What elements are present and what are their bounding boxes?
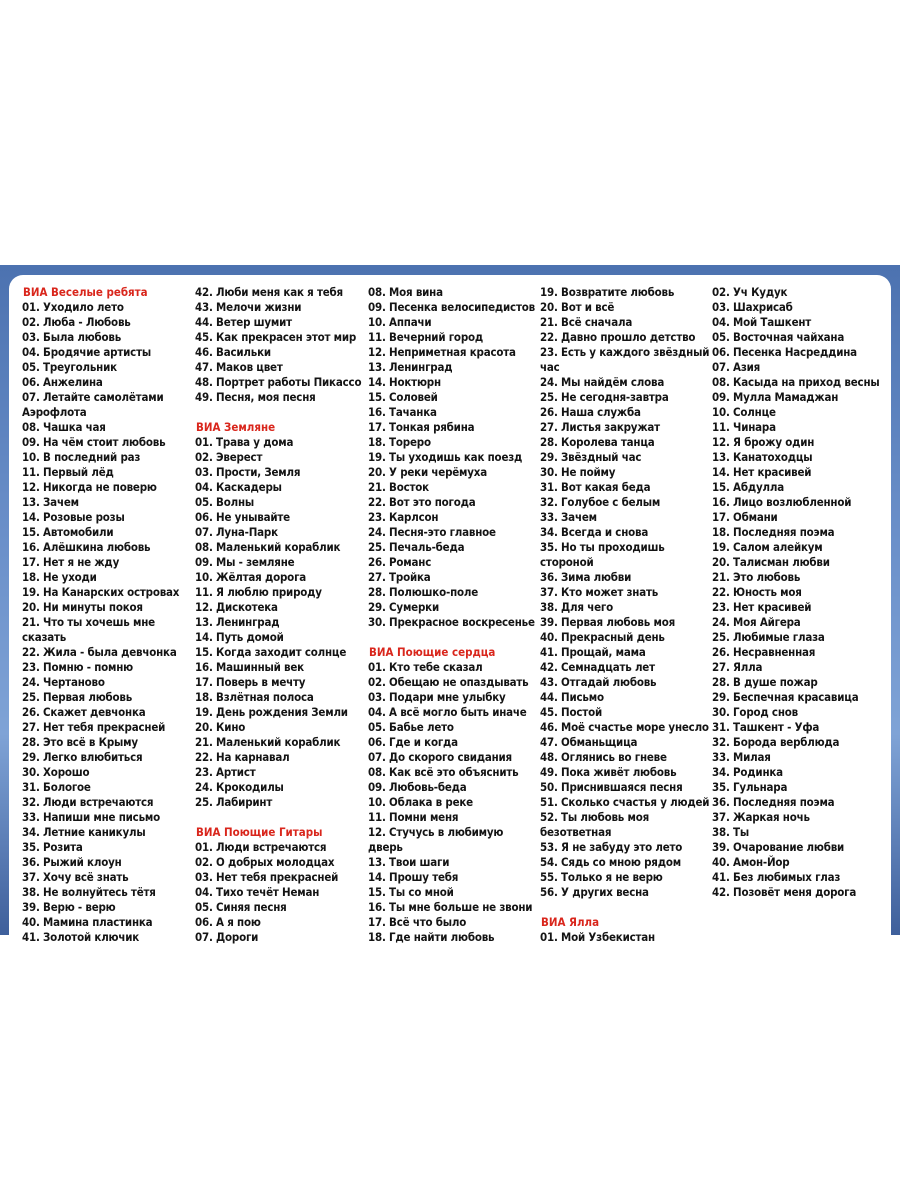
track-title: 20. Ни минуты покоя — [22, 600, 143, 614]
track-title: 29. Звёздный час — [540, 450, 642, 464]
track-title: 03. Прости, Земля — [195, 465, 301, 479]
track-title: 19. День рождения Земли — [195, 705, 348, 719]
track-title: 10. В последний раз — [22, 450, 141, 464]
track-title: 09. Мулла Мамаджан — [712, 390, 839, 404]
track-title: 02. Обещаю не опаздывать — [368, 675, 529, 689]
track-title: 16. Ты мне больше не звони — [368, 900, 533, 914]
track-title: 26. Наша служба — [540, 405, 641, 419]
track-title: 19. На Канарских островах — [22, 585, 180, 599]
track-title: 03. Шахрисаб — [712, 300, 793, 314]
track-title: 16. Машинный век — [195, 660, 304, 674]
track-title: 51. Сколько счастья у людей — [540, 795, 710, 809]
track-title: 14. Прошу тебя — [368, 870, 459, 884]
track-title: 34. Летние каникулы — [22, 825, 146, 839]
track-title: 29. Легко влюбиться — [22, 750, 143, 764]
track-title: 24. Песня-это главное — [368, 525, 496, 539]
track-title: 21. Всё сначала — [540, 315, 633, 329]
tracklist-column-2 — [195, 285, 367, 945]
track-title: 06. Анжелина — [22, 375, 103, 389]
track-title: 19. Салом алейкум — [712, 540, 823, 554]
track-title: 33. Милая — [712, 750, 771, 764]
track-title: 41. Золотой ключик — [22, 930, 140, 944]
track-title: 50. Приснившаяся песня — [540, 780, 683, 794]
track-title: 29. Сумерки — [368, 600, 439, 614]
track-title: 03. Подари мне улыбку — [368, 690, 506, 704]
track-title: 15. Автомобили — [22, 525, 114, 539]
track-title: 24. Мы найдём слова — [540, 375, 665, 389]
track-title: 07. Летайте самолётами — [22, 390, 164, 404]
track-title: 19. Ты уходишь как поезд — [368, 450, 523, 464]
track-title: 04. Каскадеры — [195, 480, 282, 494]
track-title: 37. Жаркая ночь — [712, 810, 810, 824]
track-title: 52. Ты любовь моя — [540, 810, 650, 824]
track-title: 37. Хочу всё знать — [22, 870, 129, 884]
tracklist-column-5 — [712, 285, 884, 900]
track-title: 28. В душе пожар — [712, 675, 818, 689]
tracklist-column-3 — [368, 285, 540, 945]
track-title: 36. Последняя поэма — [712, 795, 835, 809]
track-title: 39. Первая любовь моя — [540, 615, 676, 629]
track-title: 02. Эверест — [195, 450, 263, 464]
track-title: 45. Постой — [540, 705, 602, 719]
track-title: 27. Тройка — [368, 570, 431, 584]
track-title: 24. Моя Айгера — [712, 615, 801, 629]
track-title: 37. Кто может знать — [540, 585, 659, 599]
track-title: 22. Вот это погода — [368, 495, 476, 509]
track-title: 40. Мамина пластинка — [22, 915, 153, 929]
track-title: 32. Голубое с белым — [540, 495, 661, 509]
track-title: 03. Нет тебя прекрасней — [195, 870, 339, 884]
track-title: 10. Аппачи — [368, 315, 432, 329]
track-title: 04. Тихо течёт Неман — [195, 885, 320, 899]
track-title: 17. Обмани — [712, 510, 778, 524]
track-title: 45. Как прекрасен этот мир — [195, 330, 357, 344]
track-title: 01. Кто тебе сказал — [368, 660, 483, 674]
track-title: 33. Напиши мне письмо — [22, 810, 161, 824]
track-title: 06. А я пою — [195, 915, 261, 929]
track-title: 16. Алёшкина любовь — [22, 540, 151, 554]
track-title: 10. Солнце — [712, 405, 776, 419]
track-title: 25. Не сегодня-завтра — [540, 390, 669, 404]
track-title: 26. Скажет девчонка — [22, 705, 146, 719]
track-title: 39. Верю - верю — [22, 900, 116, 914]
track-title: дверь — [368, 840, 403, 854]
track-title: 23. Есть у каждого звёздный — [540, 345, 710, 359]
track-title: 01. Люди встречаются — [195, 840, 327, 854]
spacer — [540, 900, 712, 915]
track-title: час — [540, 360, 560, 374]
track-title: 43. Мелочи жизни — [195, 300, 302, 314]
track-title: 17. Поверь в мечту — [195, 675, 306, 689]
track-title: 34. Родинка — [712, 765, 783, 779]
track-title: 04. Мой Ташкент — [712, 315, 812, 329]
track-title: 13. Ленинград — [195, 615, 280, 629]
track-title: 55. Только я не верю — [540, 870, 663, 884]
track-title: 04. А всё могло быть иначе — [368, 705, 527, 719]
track-title: 18. Взлётная полоса — [195, 690, 314, 704]
track-title: 12. Я брожу один — [712, 435, 815, 449]
track-title: 27. Нет тебя прекрасней — [22, 720, 166, 734]
track-title: 15. Соловей — [368, 390, 438, 404]
track-title: 40. Прекрасный день — [540, 630, 665, 644]
track-title: 13. Ленинград — [368, 360, 453, 374]
track-title: 21. Это любовь — [712, 570, 801, 584]
track-title: 22. На карнавал — [195, 750, 290, 764]
track-title: 17. Тонкая рябина — [368, 420, 475, 434]
track-title: 17. Всё что было — [368, 915, 467, 929]
track-title: 38. Ты — [712, 825, 750, 839]
track-title: 39. Очарование любви — [712, 840, 845, 854]
track-title: 21. Восток — [368, 480, 429, 494]
track-title: 12. Стучусь в любимую — [368, 825, 504, 839]
artist-heading: ВИА Поющие сердца — [369, 645, 496, 659]
track-title: 09. Любовь-беда — [368, 780, 467, 794]
track-title: 23. Нет красивей — [712, 600, 812, 614]
track-title: 28. Это всё в Крыму — [22, 735, 138, 749]
track-title: 48. Портрет работы Пикассо — [195, 375, 362, 389]
track-title: 02. Люба - Любовь — [22, 315, 131, 329]
track-title: 25. Любимые глаза — [712, 630, 825, 644]
track-title: 11. Вечерний город — [368, 330, 484, 344]
track-title: 08. Маленький кораблик — [195, 540, 341, 554]
track-title: 23. Артист — [195, 765, 256, 779]
track-title: 54. Сядь со мною рядом — [540, 855, 681, 869]
track-title: 14. Нет красивей — [712, 465, 812, 479]
track-title: 22. Давно прошло детство — [540, 330, 696, 344]
track-title: 08. Касыда на приход весны — [712, 375, 880, 389]
track-title: 46. Васильки — [195, 345, 271, 359]
track-title: сказать — [22, 630, 67, 644]
artist-heading: ВИА Ялла — [541, 915, 600, 929]
track-title: 13. Канатоходцы — [712, 450, 813, 464]
track-title: 30. Не пойму — [540, 465, 616, 479]
track-title: 23. Карлсон — [368, 510, 439, 524]
track-title: 12. Никогда не поверю — [22, 480, 157, 494]
track-title: 14. Путь домой — [195, 630, 284, 644]
track-title: 09. Песенка велосипедистов — [368, 300, 535, 314]
track-title: 24. Крокодилы — [195, 780, 284, 794]
track-title: 13. Твои шаги — [368, 855, 450, 869]
track-title: 11. Помни меня — [368, 810, 459, 824]
track-title: 16. Тачанка — [368, 405, 437, 419]
track-title: 32. Люди встречаются — [22, 795, 154, 809]
track-title: 36. Рыжий клоун — [22, 855, 122, 869]
track-title: 07. Луна-Парк — [195, 525, 278, 539]
track-title: 44. Ветер шумит — [195, 315, 292, 329]
track-title: 15. Абдулла — [712, 480, 784, 494]
track-title: 06. Где и когда — [368, 735, 458, 749]
track-title: 35. Розита — [22, 840, 83, 854]
track-title: 10. Жёлтая дорога — [195, 570, 307, 584]
tracklist-column-4 — [540, 285, 712, 945]
track-title: 34. Всегда и снова — [540, 525, 649, 539]
track-title: 13. Зачем — [22, 495, 79, 509]
track-title: 25. Первая любовь — [22, 690, 133, 704]
track-title: 05. Волны — [195, 495, 255, 509]
track-title: 33. Зачем — [540, 510, 597, 524]
track-title: 20. Кино — [195, 720, 246, 734]
track-title: 01. Трава у дома — [195, 435, 294, 449]
tracklist-column-1 — [22, 285, 194, 945]
track-title: 04. Бродячие артисты — [22, 345, 151, 359]
track-title: 36. Зима любви — [540, 570, 632, 584]
track-title: 07. До скорого свидания — [368, 750, 512, 764]
track-title: 05. Восточная чайхана — [712, 330, 845, 344]
track-title: 31. Ташкент - Уфа — [712, 720, 820, 734]
track-title: 43. Отгадай любовь — [540, 675, 657, 689]
track-title: 49. Песня, моя песня — [195, 390, 316, 404]
track-title: 15. Ты со мной — [368, 885, 454, 899]
track-title: 42. Позовёт меня дорога — [712, 885, 857, 899]
track-title: 42. Семнадцать лет — [540, 660, 655, 674]
track-title: 38. Не волнуйтесь тётя — [22, 885, 156, 899]
track-title: 22. Юность моя — [712, 585, 802, 599]
track-title: 27. Листья закружат — [540, 420, 660, 434]
track-title: 30. Город снов — [712, 705, 798, 719]
track-title: 32. Борода верблюда — [712, 735, 840, 749]
track-title: 47. Маков цвет — [195, 360, 283, 374]
track-title: 18. Тореро — [368, 435, 431, 449]
track-title: 01. Мой Узбекистан — [540, 930, 655, 944]
track-title: 30. Хорошо — [22, 765, 90, 779]
track-title: 19. Возвратите любовь — [540, 285, 675, 299]
track-title: 20. У реки черёмуха — [368, 465, 488, 479]
track-title: 16. Лицо возлюбленной — [712, 495, 852, 509]
spacer — [195, 405, 367, 420]
track-title: 10. Облака в реке — [368, 795, 473, 809]
track-title: 21. Маленький кораблик — [195, 735, 341, 749]
track-title: 24. Чертаново — [22, 675, 105, 689]
track-title: 03. Была любовь — [22, 330, 122, 344]
track-title: безответная — [540, 825, 612, 839]
track-title: 29. Беспечная красавица — [712, 690, 859, 704]
track-title: 12. Дискотека — [195, 600, 278, 614]
track-title: 05. Синяя песня — [195, 900, 287, 914]
track-title: 14. Розовые розы — [22, 510, 125, 524]
track-title: 53. Я не забуду это лето — [540, 840, 683, 854]
track-title: 35. Но ты проходишь — [540, 540, 665, 554]
track-title: 49. Пока живёт любовь — [540, 765, 677, 779]
artist-heading: ВИА Поющие Гитары — [196, 825, 323, 839]
track-title: 14. Ноктюрн — [368, 375, 441, 389]
track-title: 08. Моя вина — [368, 285, 443, 299]
track-title: 35. Гульнара — [712, 780, 788, 794]
track-title: 23. Помню - помню — [22, 660, 134, 674]
track-title: 06. Песенка Насреддина — [712, 345, 857, 359]
track-title: 05. Бабье лето — [368, 720, 454, 734]
track-title: 18. Последняя поэма — [712, 525, 835, 539]
track-title: 26. Романс — [368, 555, 432, 569]
track-title: 20. Вот и всё — [540, 300, 615, 314]
track-title: 02. Уч Кудук — [712, 285, 788, 299]
track-title: 11. Чинара — [712, 420, 776, 434]
track-title: 28. Полюшко-поле — [368, 585, 479, 599]
track-title: 08. Как всё это объяснить — [368, 765, 519, 779]
track-title: 47. Обманьщица — [540, 735, 638, 749]
track-title: 41. Без любимых глаз — [712, 870, 841, 884]
track-title: 09. Мы - земляне — [195, 555, 295, 569]
track-title: 02. О добрых молодцах — [195, 855, 335, 869]
track-title: 28. Королева танца — [540, 435, 655, 449]
spacer — [368, 630, 540, 645]
track-title: 15. Когда заходит солнце — [195, 645, 347, 659]
track-title: 30. Прекрасное воскресенье — [368, 615, 535, 629]
track-title: 31. Бологое — [22, 780, 91, 794]
track-title: 44. Письмо — [540, 690, 604, 704]
track-title: 06. Не унывайте — [195, 510, 290, 524]
track-title: 46. Моё счастье море унесло — [540, 720, 709, 734]
track-title: 31. Вот какая беда — [540, 480, 651, 494]
track-title: 11. Первый лёд — [22, 465, 114, 479]
track-title: 11. Я люблю природу — [195, 585, 322, 599]
track-title: 22. Жила - была девчонка — [22, 645, 177, 659]
track-title: 48. Оглянись во гневе — [540, 750, 667, 764]
track-title: 26. Несравненная — [712, 645, 816, 659]
track-title: 42. Люби меня как я тебя — [195, 285, 343, 299]
artist-heading: ВИА Земляне — [196, 420, 276, 434]
track-title: 41. Прощай, мама — [540, 645, 646, 659]
track-title: 08. Чашка чая — [22, 420, 106, 434]
track-title: 05. Треугольник — [22, 360, 117, 374]
track-title: 56. У других весна — [540, 885, 649, 899]
track-title: 07. Азия — [712, 360, 761, 374]
track-title: 21. Что ты хочешь мне — [22, 615, 155, 629]
track-title: 40. Амон-Йор — [712, 855, 790, 869]
tracklist-panel — [9, 275, 891, 944]
track-title: 09. На чём стоит любовь — [22, 435, 166, 449]
track-title: Аэрофлота — [22, 405, 87, 419]
track-title: стороной — [540, 555, 594, 569]
track-title: 38. Для чего — [540, 600, 613, 614]
track-title: 20. Талисман любви — [712, 555, 830, 569]
spacer — [195, 810, 367, 825]
track-title: 12. Неприметная красота — [368, 345, 516, 359]
track-title: 17. Нет я не жду — [22, 555, 120, 569]
track-title: 18. Не уходи — [22, 570, 97, 584]
track-title: 25. Печаль-беда — [368, 540, 465, 554]
track-title: 18. Где найти любовь — [368, 930, 495, 944]
track-title: 27. Ялла — [712, 660, 763, 674]
track-title: 07. Дороги — [195, 930, 259, 944]
artist-heading: ВИА Веселые ребята — [23, 285, 148, 299]
track-title: 25. Лабиринт — [195, 795, 273, 809]
track-title: 01. Уходило лето — [22, 300, 124, 314]
